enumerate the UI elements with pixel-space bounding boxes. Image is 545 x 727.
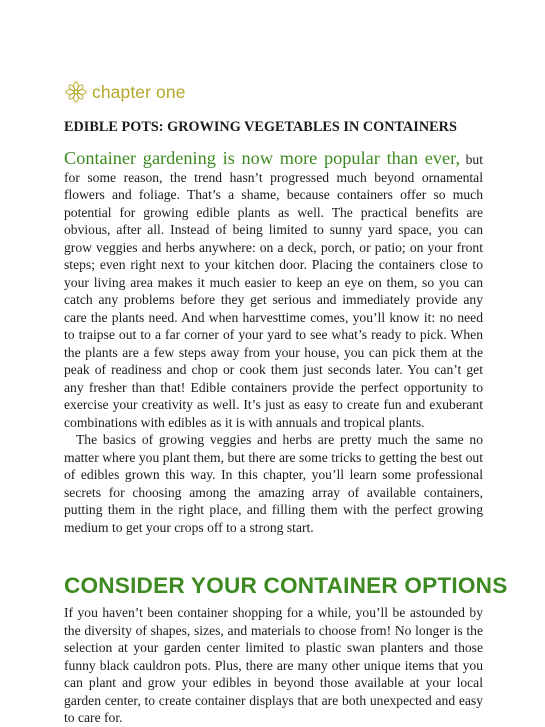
intro-paragraph-2: The basics of growing veggies and herbs are pretty much the same no matter where you plant them, but there are some tricks to getting the best out of edibles grown this way. In this chapter, you’ll learn some professional secrets for choosing among the amazing array of available containers, putting them in the right place, and filling them with the perfect growing medium to get your crops off to a strong start. — [64, 432, 483, 535]
section-heading: CONSIDER YOUR CONTAINER OPTIONS — [64, 573, 508, 598]
lead-phrase: Container gardening is now more popular than ever, — [64, 148, 461, 168]
intro-paragraph-1-text: but for some reason, the trend hasn’t progressed much beyond ornamental flowers and foliage. That’s a shame, because containers offer so much potential for growing edible plants as well. The practical benefits are obvious, after all. Instead of being limited to sunny yard space, you can grow veggies and herbs anywhere: on a deck, porch, or patio; on your front steps; even right next to your kitchen door. Placing the containers close to your living area makes it much easier to keep an eye on them, so you can catch any problems before they get serious and immediately provide any care the plants need. And when harvesttime comes, you’ll know it: no need to traipse out to a far corner of your yard to see what’s ready to pick. When the plants are a few steps away from your house, you can pick them at the peak of readiness and chop or cook them just seconds later. You can’t get any fresher than that! Edible containers provide the perfect opportunity to exercise your creativity as well. It’s just as easy to create fun and exuberant combinations with edibles as it is with annuals and tropical plants. — [64, 152, 483, 430]
section-paragraph: If you haven’t been container shopping for a while, you’ll be astounded by the diversity of shapes, sizes, and materials to choose from! No longer is the selection at your garden center limited to plastic swan planters and those funny black cauldron pots. Plus, there are many other unique items that you can plant and grow your edibles in beyond those available at your local garden center, to create container displays that are both unexpected and easy to care for. — [64, 605, 483, 725]
chapter-title: EDIBLE POTS: GROWING VEGETABLES IN CONTAINERS — [64, 119, 457, 135]
intro-paragraph-1 — [64, 150, 483, 431]
chapter-header — [64, 78, 483, 106]
flower-ornament-icon — [64, 80, 88, 104]
chapter-label: chapter one — [92, 81, 186, 102]
